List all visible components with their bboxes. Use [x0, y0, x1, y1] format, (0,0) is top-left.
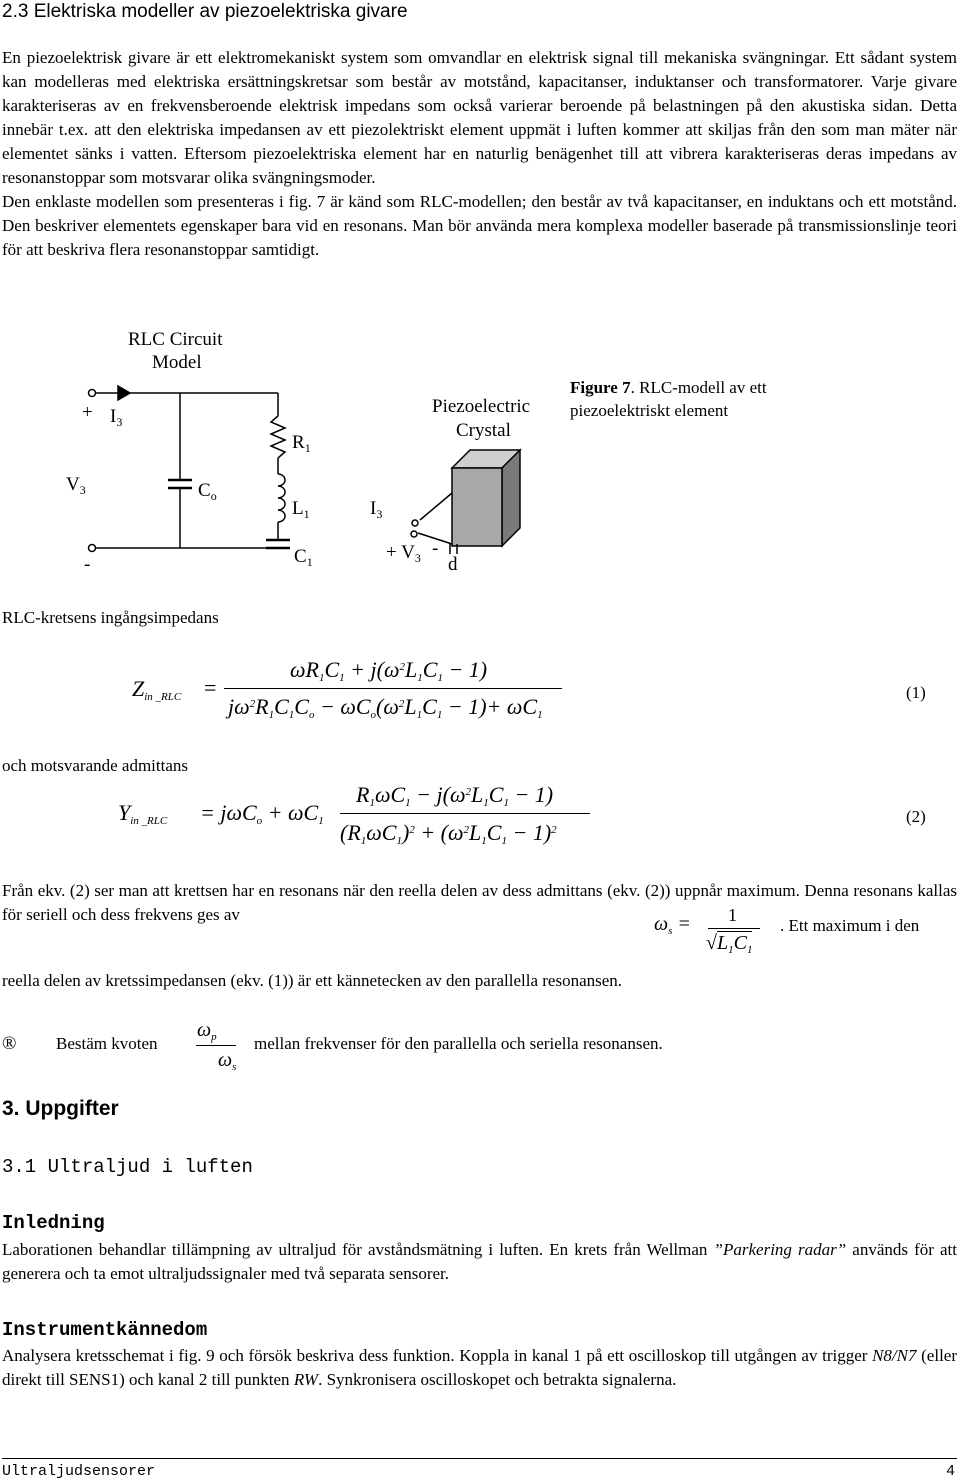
thickness-label: d: [448, 554, 458, 575]
resonance-paragraph-cont: . Ett maximum i den: [780, 916, 920, 935]
inledning-title: Inledning: [2, 1212, 105, 1234]
minus-terminal-label: -: [84, 554, 91, 575]
eq2-denominator: $(R_1\omega C_1)^2 + (\omega^2L_1C_1 - 1)^2$: [340, 820, 557, 847]
task-symbol: ®: [2, 1033, 17, 1054]
omega-s-formula: $\omega_s$ =: [654, 913, 691, 937]
svg-text:+ V3: + $V_3$: [386, 542, 421, 565]
figure-title-line1: RLC Circuit: [128, 329, 223, 350]
eq1-denominator: $j\omega^2R_1C_1C_o - \omega C_o(\omega^2L_1C_1 - 1)+ \omega C_1$: [228, 694, 543, 721]
intro-paragraph-1: En piezoelektrisk givare är ett elektromekaniskt system som omvandlar en elektrisk signal till mekaniska svängningar. Ett sådant system kan modelleras med elektriska ersättningskretsar som består av motstånd, kapacitanser, induktanser och transformatorer. Varje givare karakteriseras av en frekvensberoende elektrisk impedans som också varierar beroende på belastningen på den akustiska sidan. Detta innebär t.ex. att den elektriska impedansen av ett piezolektriskt element uppmät i luften kommer att skiljas från den som man mäter när elementet sänks i vatten. Eftersom piezoelektriska element har en naturlig benägenhet till att vibrera karakteriseras deras impedans av resonanstoppar som motsvarar olika svängningsmoder.: [2, 48, 957, 187]
figure-title-line2: Model: [152, 352, 202, 373]
c1-label: $C_1$: [294, 546, 313, 569]
inledning-text: Laborationen behandlar tillämpning av ultraljud för avståndsmätning i luften. En krets från Wellman ”Parkering radar” används för att generera och ta emot ultraljudssignaler med två separata sensorer.: [2, 1240, 957, 1283]
eq1-lhs: $Z_{in \_RLC}$: [132, 676, 182, 703]
instrument-title: Instrumentkännedom: [2, 1319, 208, 1341]
voltage-label: $V_3$: [66, 474, 86, 497]
top-terminal: [89, 390, 96, 397]
resistor-r1: [271, 416, 285, 458]
footer-left: Ultraljudsensorer: [2, 1463, 156, 1480]
resonance-paragraph: Från ekv. (2) ser man att krettsen har en resonans när den reella delen av dess admittans (ekv. (2)) uppnår maximum. Denna resonans kallas för seriell och dess frekvens ges av: [2, 881, 957, 924]
section-title: 2.3 Elektriska modeller av piezoelektriska givare: [2, 1, 408, 22]
intro-text: [2, 46, 957, 262]
crystal-title-line1: Piezoelectric: [432, 396, 531, 417]
r1-label: $R_1$: [292, 432, 311, 455]
footer-rule: [2, 1458, 957, 1459]
l1-label: $L_1$: [292, 498, 310, 521]
crystal-current-label: $I_3$: [370, 498, 383, 521]
crystal-voltage-label: + V: [386, 542, 415, 563]
current-label: $I_3$: [110, 406, 123, 429]
crystal-minus-label: -: [432, 538, 439, 559]
eq1-number: (1): [906, 683, 926, 702]
inductor-l1: [278, 474, 285, 522]
chapter-title: 3. Uppgifter: [2, 1097, 119, 1120]
bottom-terminal: [89, 545, 96, 552]
eq2-label: och motsvarande admittans: [2, 756, 189, 775]
task-text-a: Bestäm kvoten: [56, 1034, 158, 1053]
figure-caption: Figure 7. RLC-modell av ett piezoelektriskt element: [570, 378, 767, 420]
crystal-title-line2: Crystal: [456, 420, 511, 441]
page-number: 4: [946, 1463, 956, 1480]
eq1-label: RLC-kretsens ingångsimpedans: [2, 608, 219, 627]
eq1-numerator: $\omega R_1C_1 + j(\omega^2L_1C_1 - 1)$: [290, 657, 488, 684]
plus-terminal-label: +: [82, 402, 93, 423]
resonance-paragraph-end: reella delen av kretssimpedansen (ekv. (1)) är ett kännetecken av den parallella resonansen.: [2, 971, 623, 990]
eq2-numerator: $R_1\omega C_1 - j(\omega^2L_1C_1 - 1)$: [356, 782, 554, 809]
current-arrow-icon: [118, 386, 130, 400]
eq2-lhs: $Y_{in \_RLC}$: [118, 800, 168, 827]
eq2-number: (2): [906, 807, 926, 826]
crystal-shape: [411, 450, 520, 554]
rlc-circuit-figure: [0, 318, 960, 580]
task-text-b: mellan frekvenser för den parallella och seriella resonansen.: [254, 1034, 663, 1053]
instrument-text: Analysera kretsschemat i fig. 9 och försök beskriva dess funktion. Koppla in kanal 1 på ett oscilloskop till utgången av trigger N8/N7 (eller direkt till SENS1) och kanal 2 till punkten RW. Synkronisera oscilloskopet och betrakta signalerna.: [2, 1346, 957, 1389]
subsection-title: 3.1 Ultraljud i luften: [2, 1156, 253, 1178]
intro-paragraph-2: Den enklaste modellen som presenteras i fig. 7 är känd som RLC-modellen; den består av två kapacitanser, en induktans och ett motstånd. Den beskriver elementets egenskaper bara vid en resonans. Man bör använda mera komplexa modeller baserade på transmissionslinje teori för att beskriva flera resonanstoppar samtidigt.: [2, 192, 957, 259]
co-label: $C_o$: [198, 480, 217, 503]
